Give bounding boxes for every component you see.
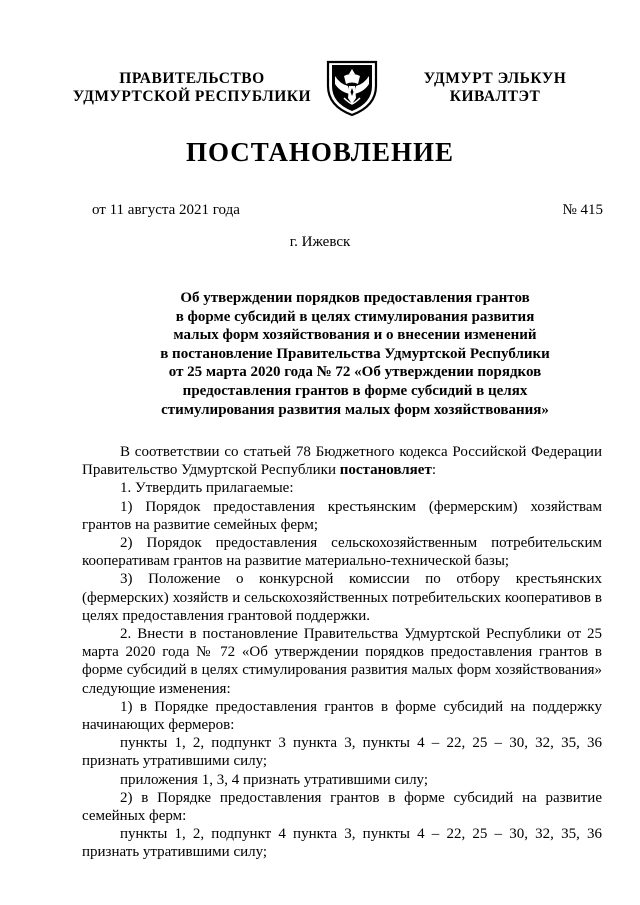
item-2-2-a-line1: пункты 1, 2, подпункт 4 пункта 3, пункты 4 – 22, 25 – 30, 32, 35, 36 [120, 826, 602, 843]
document-title: ПОСТАНОВЛЕНИЕ [185, 137, 455, 167]
preamble-resolves: постановляет [339, 462, 432, 479]
preamble-paragraph [82, 443, 602, 479]
preamble-text: В соответствии со статьей 78 Бюджетного кодекса Российской Федерации Правительство Удмуртской Республики [82, 444, 602, 479]
item-1-1: 1) Порядок предоставления крестьянским (фермерским) хозяйствам грантов на развитие семейных ферм; [82, 498, 602, 533]
item-2-1-a-line1: пункты 1, 2, подпункт 3 пункта 3, пункты 4 – 22, 25 – 30, 32, 35, 36 [120, 735, 602, 752]
subject-line: малых форм хозяйствования и о внесении изменений [173, 327, 537, 344]
item-2-1-a-line2: признать утратившими силу; [82, 753, 268, 770]
document-city: г. Ижевск [289, 234, 351, 250]
issuer-russian-line1: ПРАВИТЕЛЬСТВО [119, 70, 265, 87]
item-2-2-a-line2: признать утратившими силу; [82, 844, 268, 861]
preamble-colon: : [431, 462, 436, 479]
item-2: 2. Внести в постановление Правительства Удмуртской Республики от 25 марта 2020 года № 72 «Об утверждении порядков предоставления грантов в форме субсидий в целях стимулирования развития малых форм хозяйствования» следующие изменения: [82, 626, 602, 697]
subject-line: предоставления грантов в форме субсидий в целях [182, 382, 528, 399]
subject-line: от 25 марта 2020 года № 72 «Об утверждении порядков [168, 364, 542, 381]
udmurtia-coat-of-arms-icon [322, 56, 382, 118]
document-subject [90, 289, 620, 419]
item-1-3: 3) Положение о конкурсной комиссии по отбору крестьянских (фермерских) хозяйств и сельскохозяйственных потребительских кооперативов в целях предоставления грантовой поддержки. [82, 571, 602, 624]
subject-line: Об утверждении порядков предоставления грантов [180, 290, 530, 306]
document-body [82, 443, 602, 862]
item-2-1-b: приложения 1, 3, 4 признать утратившими силу; [120, 771, 429, 788]
subject-line: в форме субсидий в целях стимулирования развития [175, 308, 535, 325]
subject-line: в постановление Правительства Удмуртской Республики [160, 345, 550, 362]
document-number: № 415 [562, 202, 603, 218]
item-1: 1. Утвердить прилагаемые: [120, 480, 294, 497]
issuer-udmurt-line2: КИВАЛТЭТ [449, 88, 541, 105]
issuer-russian-line2: УДМУРТСКОЙ РЕСПУБЛИКИ [72, 88, 312, 105]
issuer-udmurt [395, 70, 595, 106]
item-1-2: 2) Порядок предоставления сельскохозяйственным потребительским кооперативам грантов на развитие материально-технической базы; [82, 535, 602, 570]
item-2-1: 1) в Порядке предоставления грантов в форме субсидий на поддержку начинающих фермеров: [82, 698, 602, 734]
document-date: от 11 августа 2021 года [92, 202, 240, 218]
item-2-2: 2) в Порядке предоставления грантов в форме субсидий на развитие семейных ферм: [82, 789, 602, 825]
subject-line: стимулирования развития малых форм хозяйствования» [161, 401, 549, 418]
issuer-russian [62, 70, 322, 106]
issuer-udmurt-line1: УДМУРТ ЭЛЬКУН [423, 70, 567, 87]
